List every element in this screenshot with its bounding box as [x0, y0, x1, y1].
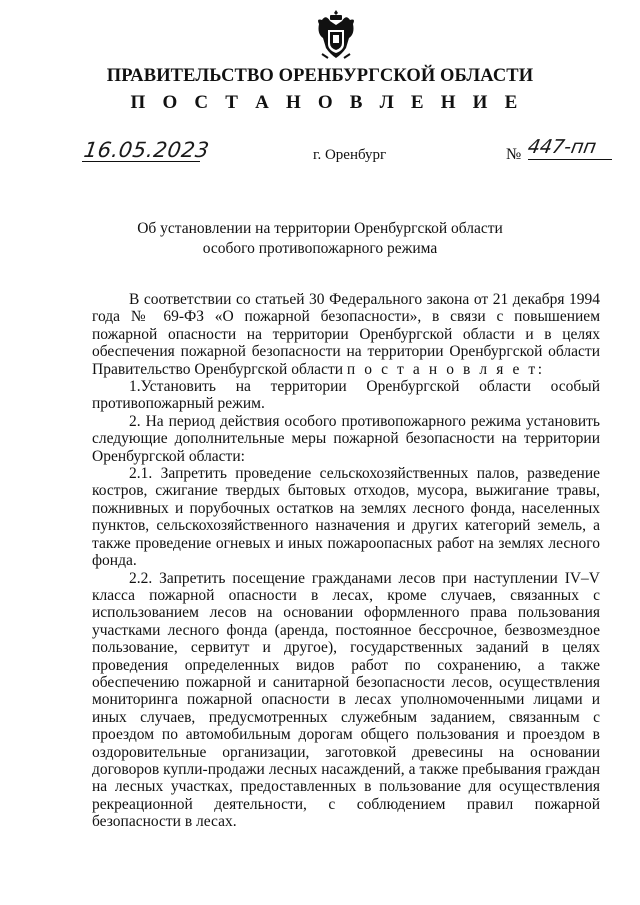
- number-value: 447-пп: [526, 136, 598, 158]
- document-number: [528, 136, 612, 166]
- government-name: ПРАВИТЕЛЬСТВО ОРЕНБУРГСКОЙ ОБЛАСТИ: [106, 66, 534, 86]
- paragraph-intro: [92, 291, 600, 378]
- paragraph-2: 2. На период действия особого противопожарного режима установить следующие дополнительные меры пожарной безопасности на территории Оренбургской области:: [92, 412, 600, 465]
- document-date: [82, 138, 211, 168]
- intro-verb: п о с т а н о в л я е т:: [346, 360, 545, 378]
- paragraph-2-1: 2.1. Запретить проведение сельскохозяйственных палов, разведение костров, сжигание твердых бытовых отходов, мусора, выжигание травы, пожнивных и порубочных остатков на землях лесного фонда, населенных пунктов, сельскохозяйственного назначения и других категорий земель, а также проведение огневых и иных пожароопасных работ на землях лесного фонда.: [92, 465, 600, 570]
- number-underline: [528, 159, 612, 160]
- document-title: [90, 219, 550, 259]
- paragraph-2-2: 2.2. Запретить посещение гражданами лесов при наступлении IV–V класса пожарной опасности в лесах, кроме случаев, связанных с использованием лесов на основании оформленного права пользования участками лесного фонда (аренда, постоянное бессрочное, безвозмездное пользование, сервитут и другое), государственных заданий в целях проведения определенных видов работ по сохранению, а также обеспечению пожарной и санитарной безопасности лесов, осуществления мониторинга пожарной опасности в лесах уполномоченными лицами и иных случаев, предусмотренных служебным заданием, связанным с проездом по автомобильным дорогам общего пользования и проездом в оздоровительные организации, заготовкой древесины на основании договоров купли-продажи лесных насаждений, а также пребывания граждан на лесных участках, предоставленных в пользование для осуществления рекреационной деятельности, с соблюдением правил пожарной безопасности в лесах.: [92, 569, 600, 831]
- number-sign: №: [506, 146, 522, 163]
- title-line-2: особого противопожарного режима: [202, 240, 438, 257]
- paragraph-1: 1.Установить на территории Оренбургской области особый противопожарный режим.: [92, 378, 600, 413]
- city-name: г. Оренбург: [313, 147, 387, 163]
- title-line-1: Об установлении на территории Оренбургской области: [137, 220, 503, 237]
- coat-of-arms-icon: [316, 8, 356, 62]
- document-type: П О С Т А Н О В Л Е Н И Е: [130, 92, 524, 113]
- date-value: 16.05.2023: [82, 138, 211, 162]
- document-body: [92, 291, 600, 831]
- intro-text: В соответствии со статьей 30 Федерального закона от 21 декабря 1994 года № 69-ФЗ «О пожарной безопасности», в связи с повышением пожарной опасности на территории Оренбургской области и в целях обеспечения пожарной безопасности на территории Оренбургской области Правительство Оренбургской области: [92, 291, 600, 378]
- date-underline: [82, 161, 200, 162]
